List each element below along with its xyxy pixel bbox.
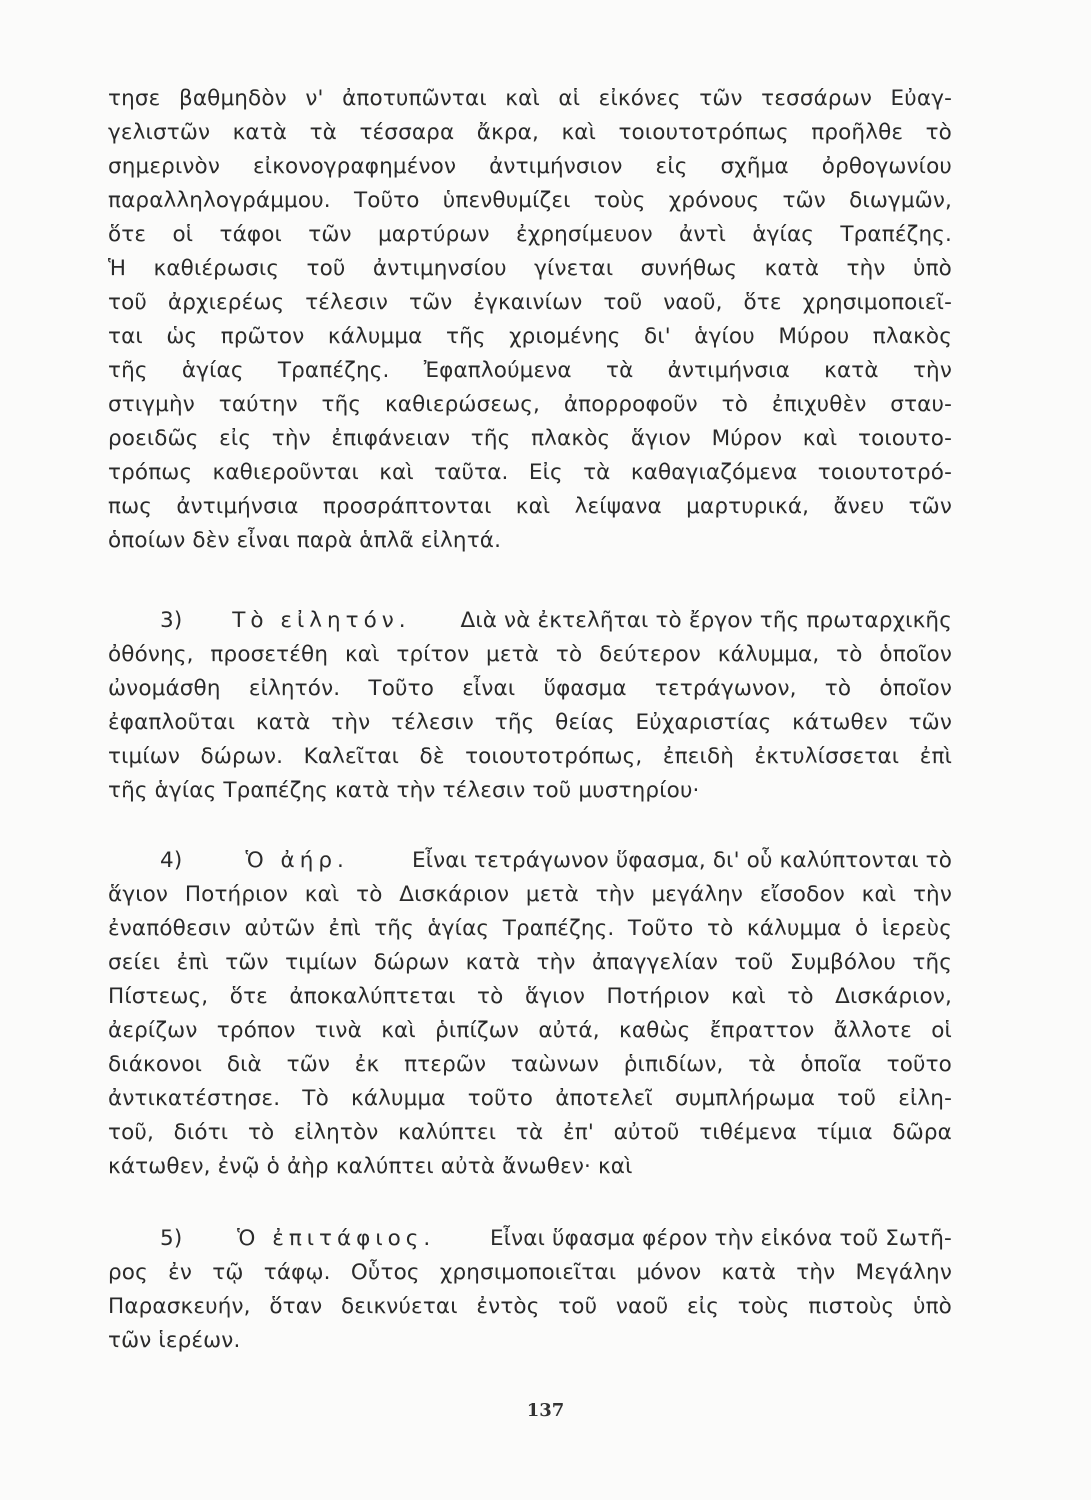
paragraph-first-line <box>160 1222 952 1256</box>
text-line: Πίστεως, ὅτε ἀποκαλύπτεται τὸ ἅγιον Ποτήριον καὶ τὸ Δισκάριον, <box>108 984 952 1009</box>
section-term: Ὁ ἐπιτάφιος. <box>237 1226 436 1251</box>
section-term: Ὁ ἀήρ. <box>245 848 349 873</box>
text-line: ὅτε οἱ τάφοι τῶν μαρτύρων ἐχρησίμευον ἀντὶ ἁγίας Τραπέζης. <box>108 222 952 247</box>
page-number: 137 <box>526 1400 565 1421</box>
text-line: σείει ἐπὶ τῶν τιμίων δώρων κατὰ τὴν ἀπαγγελίαν τοῦ Συμβόλου τῆς <box>108 950 952 975</box>
text-line: στιγμὴν ταύτην τῆς καθιερώσεως, ἀπορροφοῦν τὸ ἐπιχυθὲν σταυ- <box>108 392 952 417</box>
text-segment: Διὰ νὰ ἐκτελῆται τὸ ἔργον τῆς πρωταρχικῆς <box>460 608 952 633</box>
text-line: τῆς ἁγίας Τραπέζης. Ἐφαπλούμενα τὰ ἀντιμήνσια κατὰ τὴν <box>108 358 952 383</box>
text-line: ὠνομάσθη εἰλητόν. Τοῦτο εἶναι ὕφασμα τετράγωνον, τὸ ὁποῖον <box>108 676 952 701</box>
text-line: ροειδῶς εἰς τὴν ἐπιφάνειαν τῆς πλακὸς ἅγιον Μύρον καὶ τοιουτο- <box>108 426 952 451</box>
text-line: ἀντικατέστησε. Τὸ κάλυμμα τοῦτο ἀποτελεῖ συμπλήρωμα τοῦ εἰλη- <box>108 1086 952 1111</box>
text-line: ἐναπόθεσιν αὐτῶν ἐπὶ τῆς ἁγίας Τραπέζης. Τοῦτο τὸ κάλυμμα ὁ ἱερεὺς <box>108 916 952 941</box>
paragraph-first-line <box>160 604 952 638</box>
text-line: ρος ἐν τῷ τάφῳ. Οὗτος χρησιμοποιεῖται μόνον κατὰ τὴν Μεγάλην <box>108 1260 952 1285</box>
text-line: τιμίων δώρων. Καλεῖται δὲ τοιουτοτρόπως, ἐπειδὴ ἐκτυλίσσεται ἐπὶ <box>108 744 952 769</box>
section-number: 4) <box>160 848 183 873</box>
section-term: Τὸ εἰλητόν. <box>232 608 411 633</box>
text-line: τησε βαθμηδὸν ν' ἀποτυπῶνται καὶ αἱ εἰκόνες τῶν τεσσάρων Εὐαγ- <box>108 86 952 111</box>
paragraph-first-line <box>160 844 952 878</box>
text-line: ται ὡς πρῶτον κάλυμμα τῆς χριομένης δι' ἁγίου Μύρου πλακὸς <box>108 324 952 349</box>
text-line: ἀερίζων τρόπον τινὰ καὶ ῥιπίζων αὐτά, καθὼς ἔπραττον ἄλλοτε οἱ <box>108 1018 952 1043</box>
text-line: Παρασκευήν, ὅταν δεικνύεται ἐντὸς τοῦ ναοῦ εἰς τοὺς πιστοὺς ὑπὸ <box>108 1294 952 1319</box>
text-line: ἐφαπλοῦται κατὰ τὴν τέλεσιν τῆς θείας Εὐχαριστίας κάτωθεν τῶν <box>108 710 952 735</box>
text-segment: Εἶναι ὕφασμα φέρον τὴν εἰκόνα τοῦ Σωτῆ- <box>489 1226 952 1251</box>
text-line: τοῦ ἀρχιερέως τέλεσιν τῶν ἐγκαινίων τοῦ ναοῦ, ὅτε χρησιμοποιεῖ- <box>108 290 952 315</box>
text-line: τῶν ἱερέων. <box>108 1328 241 1353</box>
text-line: πως ἀντιμήνσια προσράπτονται καὶ λείψανα μαρτυρικά, ἄνευ τῶν <box>108 494 952 519</box>
section-number: 3) <box>160 608 183 633</box>
text-line: ὀθόνης, προσετέθη καὶ τρίτον μετὰ τὸ δεύτερον κάλυμμα, τὸ ὁποῖον <box>108 642 952 667</box>
text-line: Ἡ καθιέρωσις τοῦ ἀντιμηνσίου γίνεται συνήθως κατὰ τὴν ὑπὸ <box>108 256 952 281</box>
text-line: γελιστῶν κατὰ τὰ τέσσαρα ἄκρα, καὶ τοιουτοτρόπως προῆλθε τὸ <box>108 120 952 145</box>
text-line: παραλληλογράμμου. Τοῦτο ὑπενθυμίζει τοὺς χρόνους τῶν διωγμῶν, <box>108 188 952 213</box>
text-line: διάκονοι διὰ τῶν ἐκ πτερῶν ταὼνων ῥιπιδίων, τὰ ὁποῖα τοῦτο <box>108 1052 952 1077</box>
text-line: ὁποίων δὲν εἶναι παρὰ ἁπλᾶ εἰλητά. <box>108 528 502 553</box>
section-number: 5) <box>160 1226 183 1251</box>
text-line: τρόπως καθιεροῦνται καὶ ταῦτα. Εἰς τὰ καθαγιαζόμενα τοιουτοτρό- <box>108 460 952 485</box>
text-line: τοῦ, διότι τὸ εἰλητὸν καλύπτει τὰ ἐπ' αὐτοῦ τιθέμενα τίμια δῶρα <box>108 1120 952 1145</box>
text-line: κάτωθεν, ἐνῷ ὁ ἀὴρ καλύπτει αὐτὰ ἄνωθεν· καὶ <box>108 1154 633 1179</box>
text-line: τῆς ἁγίας Τραπέζης κατὰ τὴν τέλεσιν τοῦ μυστηρίου· <box>108 778 700 803</box>
text-line: ἅγιον Ποτήριον καὶ τὸ Δισκάριον μετὰ τὴν μεγάλην εἴσοδον καὶ τὴν <box>108 882 952 907</box>
text-line: σημερινὸν εἰκονογραφημένον ἀντιμήνσιον εἰς σχῆμα ὀρθογωνίου <box>108 154 952 179</box>
text-segment: Εἶναι τετράγωνον ὕφασμα, δι' οὗ καλύπτονται τὸ <box>411 848 952 873</box>
